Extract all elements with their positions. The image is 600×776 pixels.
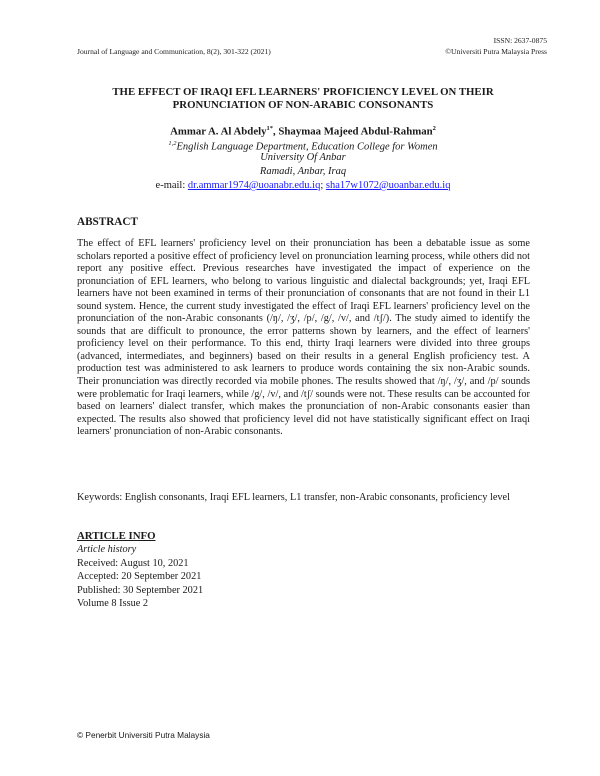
email-link-1[interactable]: dr.ammar1974@uoanabr.edu.iq: [187, 180, 321, 191]
keywords: Keywords: English consonants, Iraqi EFL learners, L1 transfer, non-Arabic consonants, proficiency level: [77, 492, 510, 503]
abstract-heading: ABSTRACT: [77, 216, 138, 228]
author-2-sup: 2: [432, 125, 436, 132]
paper-title: [60, 86, 546, 111]
published-date: Published: 30 September 2021: [77, 585, 204, 596]
email-line: [60, 180, 546, 191]
author-1: Ammar A. Al Abdely: [170, 125, 267, 138]
affiliation-university: University Of Anbar: [260, 152, 346, 163]
publisher-copyright: ©Universiti Putra Malaysia Press: [445, 47, 547, 56]
title-line-2: PRONUNCIATION OF NON-ARABIC CONSONANTS: [172, 98, 434, 111]
abstract-body: The effect of EFL learners' proficiency level on their pronunciation has been a debatable issue as some scholars reported a positive effect of proficiency level on pronunciation learning process, while others did not report any positive effect. Previous researches have investigated the impact of experience on the pronunciation of EFL learners, who belong to various linguistic and dialectal backgrounds; yet, Iraqi EFL learners have not been examined in terms of their pronunciation of consonants that are not found in their L1 sound system. Hence, the current study investigated the effect of Iraqi EFL learners' proficiency level on the pronunciation of the non-Arabic consonants (/ŋ/, /ʒ/, /p/, /g/, /v/, and /tʃ/). The study aimed to identify the sounds that are difficult to pronounce, the error patterns shown by learners, and the effect of learners' proficiency level on their performance. To this end, thirty Iraqi learners were divided into three groups (advanced, intermediates, and beginners) based on their results in a general English proficiency test. A production test was administered to ask learners to produce words containing the six non-Arabic sounds. Their pronunciation was directly recorded via mobile phones. The results showed that /ŋ/, /ʒ/, and /p/ sounds were problematic for Iraqi learners, while /g/, /v/, and /tʃ/ sounds were not. These results can be accounted for based on learners' dialect transfer, which makes the pronunciation of non-Arabic consonants easier than expected. The results also showed that proficiency level did not have statistically significant effect on Iraqi learners' pronunciation of non-Arabic consonants.: [77, 238, 530, 438]
author-1-sup: 1*: [266, 125, 274, 132]
authors: [60, 125, 546, 138]
title-line-1: THE EFFECT OF IRAQI EFL LEARNERS' PROFICIENCY LEVEL ON THEIR: [112, 86, 494, 98]
journal-citation: Journal of Language and Communication, 8(2), 301-322 (2021): [77, 47, 271, 56]
volume-issue: Volume 8 Issue 2: [77, 598, 149, 609]
author-2: Shaymaa Majeed Abdul-Rahman: [278, 125, 433, 138]
footer-copyright: © Penerbit Universiti Putra Malaysia: [77, 730, 210, 740]
email-link-2[interactable]: sha17w1072@uoanbar.edu.iq: [325, 180, 451, 191]
affiliation-location: Ramadi, Anbar, Iraq: [259, 166, 347, 177]
author-separator: ,: [273, 125, 279, 138]
department: English Language Department, Education College for Women: [176, 141, 438, 153]
article-info-heading: ARTICLE INFO: [77, 530, 156, 542]
accepted-date: Accepted: 20 September 2021: [77, 571, 202, 582]
received-date: Received: August 10, 2021: [77, 558, 189, 569]
email-prefix: e-mail:: [155, 180, 188, 191]
email-separator: ;: [320, 180, 326, 191]
article-history-label: Article history: [77, 544, 137, 555]
issn: ISSN: 2637-0875: [493, 36, 547, 45]
affiliation-sup: 1,2: [168, 140, 177, 147]
